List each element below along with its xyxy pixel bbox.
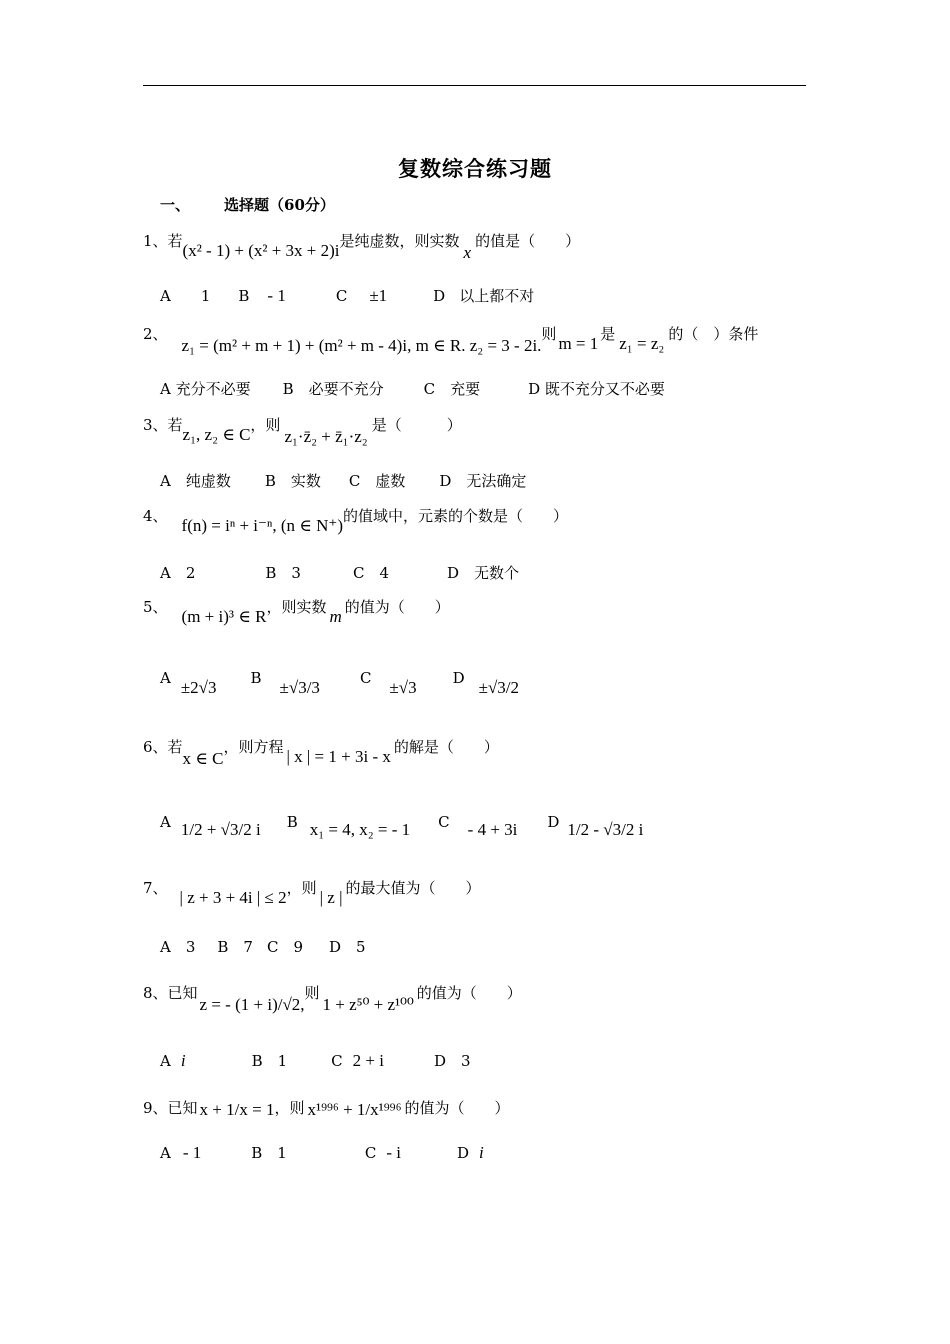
q7-expression: | z + 3 + 4i | ≤ 2 — [179, 888, 287, 907]
q5-option-c[interactable]: C ±√3 — [359, 669, 417, 697]
header-rule — [143, 85, 806, 86]
q9-option-a[interactable]: A - 1 — [160, 1143, 202, 1162]
q1-option-a[interactable]: A 1 — [160, 287, 211, 305]
q9-option-b[interactable]: B 1 — [251, 1144, 287, 1162]
q1-option-d[interactable]: D 以上都不对 — [433, 287, 535, 305]
q2-option-a[interactable]: A 充分不必要 — [160, 380, 251, 398]
question-1: 1、若(x² - 1) + (x² + 3x + 2)i是纯虚数，则实数x的值是（ ） — [143, 232, 581, 262]
q7-options — [160, 936, 366, 957]
q1-options — [160, 285, 534, 306]
q2-options — [160, 378, 665, 399]
question-3: 3、若z₁, z₂ ∈ C，则z₁·z̄₂ + z̄₁·z₂是（ ） — [143, 416, 462, 446]
q6-option-d[interactable]: D 1/2 - √3/2 i — [547, 813, 644, 839]
q8-expression: z = - (1 + i)/√2, — [199, 995, 305, 1014]
q4-expression: f(n) = iⁿ + i⁻ⁿ, (n ∈ N⁺) — [181, 516, 343, 535]
q7-option-d[interactable]: D 5 — [329, 938, 366, 956]
question-8: 8、已知z = - (1 + i)/√2,则1 + z⁵⁰ + z¹⁰⁰的值为（ ） — [143, 984, 522, 1014]
q8-option-a[interactable]: A i — [160, 1051, 186, 1070]
q5-option-d[interactable]: D ±√3/2 — [452, 669, 520, 697]
q1-expression: (x² - 1) + (x² + 3x + 2)i — [182, 241, 340, 260]
q4-options — [160, 562, 519, 583]
q4-option-a[interactable]: A 2 — [160, 564, 196, 582]
q9-options — [160, 1142, 484, 1163]
q2-option-d[interactable]: D 既不充分又不必要 — [528, 380, 665, 398]
q9-option-c[interactable]: C - i — [364, 1143, 401, 1162]
question-4: 4、 f(n) = iⁿ + i⁻ⁿ, (n ∈ N⁺)的值域中，元素的个数是（ ） — [143, 507, 569, 535]
q3-option-c[interactable]: C 虚数 — [348, 472, 406, 490]
q2-expression: z₁ = (m² + m + 1) + (m² + m - 4)i, m ∈ R. z₂ = 3 - 2i. — [181, 336, 542, 355]
q5-options — [160, 668, 520, 697]
q3-expression: z₁·z̄₂ + z̄₁·z₂ — [284, 427, 368, 446]
q5-option-a[interactable]: A ±2√3 — [160, 669, 217, 697]
q3-option-b[interactable]: B 实数 — [264, 472, 321, 490]
q9-option-d[interactable]: D i — [456, 1143, 484, 1162]
question-2: 2、z₁ = (m² + m + 1) + (m² + m - 4)i, m ∈ R. z₂ = 3 - 2i.则 m = 1 是 z₁ = z₂ 的（ ）条件 — [143, 325, 759, 355]
q4-option-c[interactable]: C 4 — [352, 564, 389, 582]
q3-options — [160, 470, 526, 491]
section-heading: 一、 选择题（60分） — [160, 196, 335, 214]
q1-option-c[interactable]: C ±1 — [335, 286, 388, 305]
page-title: 复数综合练习题 — [398, 156, 552, 181]
q5-option-b[interactable]: B ±√3/3 — [250, 669, 320, 697]
q4-option-b[interactable]: B 3 — [265, 564, 301, 582]
q5-expression: (m + i)³ ∈ R — [181, 607, 267, 626]
q3-option-a[interactable]: A 纯虚数 — [160, 472, 231, 490]
q2-option-b[interactable]: B 必要不充分 — [282, 380, 384, 398]
q6-option-c[interactable]: C - 4 + 3i — [438, 813, 518, 839]
q3-option-d[interactable]: D 无法确定 — [439, 472, 527, 490]
question-6: 6、若x ∈ C，则方程 | x | = 1 + 3i - x 的解是（ ） — [143, 738, 499, 768]
q1-option-b[interactable]: B - 1 — [238, 286, 286, 305]
q8-option-d[interactable]: D 3 — [433, 1052, 471, 1070]
q8-options — [160, 1050, 471, 1071]
q7-option-a[interactable]: A 3 — [160, 938, 196, 956]
q8-option-c[interactable]: C 2 + i — [331, 1051, 384, 1070]
q6-expression: | x | = 1 + 3i - x — [286, 747, 391, 766]
q2-option-c[interactable]: C 充要 — [423, 380, 481, 398]
q4-option-d[interactable]: D 无数个 — [447, 564, 520, 582]
q9-expression: x + 1/x = 1 — [199, 1100, 275, 1119]
q6-option-b[interactable]: B x₁ = 4, x₂ = - 1 — [286, 813, 411, 839]
q7-option-c[interactable]: C 9 — [266, 938, 303, 956]
question-5: 5、 (m + i)³ ∈ R，则实数 m 的值为（ ） — [143, 598, 450, 626]
q7-option-b[interactable]: B 7 — [217, 938, 253, 956]
q6-option-a[interactable]: A 1/2 + √3/2 i — [160, 813, 261, 839]
question-9: 9、已知 x + 1/x = 1，则 x¹⁹⁹⁶ + 1/x¹⁹⁹⁶ 的值为（ ） — [143, 1099, 510, 1119]
question-7: 7、 | z + 3 + 4i | ≤ 2，则 | z | 的最大值为（ ） — [143, 879, 481, 907]
q8-option-b[interactable]: B 1 — [251, 1052, 288, 1070]
q6-options — [160, 812, 644, 839]
